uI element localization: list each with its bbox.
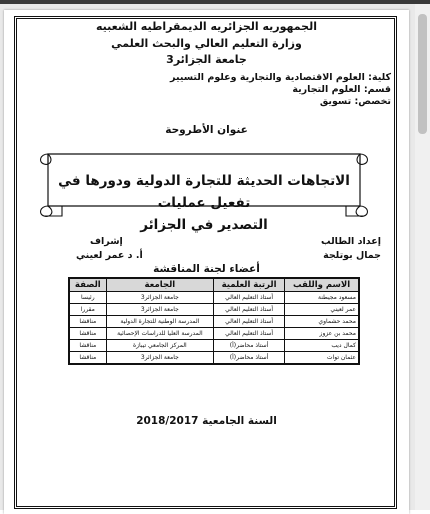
member-role: مقررا: [69, 304, 106, 316]
ministry-heading: وزارة التعليم العالي والبحث العلمي: [111, 37, 302, 50]
university-heading: جامعة الجزائر3: [166, 53, 247, 66]
header-university: الجامعة: [106, 278, 213, 292]
header-rank: الرتبة العلمية: [214, 278, 285, 292]
supervisor-name: أ. د عمر لعيني: [76, 250, 143, 261]
member-role: مناقشا: [69, 328, 106, 340]
table-row: [69, 316, 359, 328]
academic-year: السنة الجامعية 2018/2017: [136, 415, 277, 427]
table-row: [69, 352, 359, 365]
member-role: مناقشا: [69, 352, 106, 365]
committee-title: أعضاء لجنة المناقشة: [153, 263, 260, 275]
member-university: جامعة الجزائر3: [106, 292, 213, 304]
table-row: [69, 292, 359, 304]
member-name: عمر لعيني: [285, 304, 359, 316]
table-header-row: [69, 278, 359, 292]
table-row: [69, 340, 359, 352]
table-row: [69, 304, 359, 316]
department-line: قسم: العلوم التجارية: [292, 84, 391, 95]
header-role: الصفة: [69, 278, 106, 292]
table-row: [69, 328, 359, 340]
thesis-title-line-2: التصدير في الجزائر: [140, 217, 268, 233]
member-role: رئيسا: [69, 292, 106, 304]
header-name: الاسم واللقب: [285, 278, 359, 292]
document-page: [4, 10, 409, 514]
member-name: محمد حشماوي: [285, 316, 359, 328]
member-university: المدرسة العليا للدراسات الإحصائية: [106, 328, 213, 340]
student-name: جمال بوتلجة: [323, 250, 381, 261]
specialty-line: تخصص: تسويق: [319, 96, 391, 107]
vertical-scrollbar[interactable]: [415, 4, 430, 510]
member-rank: أستاذ التعليم العالي: [214, 328, 285, 340]
thesis-title-line-1: الاتجاهات الحديثة للتجارة الدولية ودورها في تفعيل عمليات: [58, 173, 350, 211]
supervisor-label: إشراف: [90, 236, 123, 247]
thesis-title-label: عنوان الأطروحة: [165, 124, 248, 136]
member-rank: أستاذ التعليم العالي: [214, 316, 285, 328]
member-rank: أستاذ محاضر(أ): [214, 352, 285, 365]
member-role: مناقشا: [69, 340, 106, 352]
member-rank: أستاذ التعليم العالي: [214, 304, 285, 316]
prepared-by-label: إعداد الطالب: [321, 236, 381, 247]
member-university: جامعة الجزائر3: [106, 352, 213, 365]
member-rank: أستاذ محاضر(أ): [214, 340, 285, 352]
member-name: كمال ديب: [285, 340, 359, 352]
scrollbar-thumb[interactable]: [418, 14, 427, 134]
member-university: جامعة الجزائر3: [106, 304, 213, 316]
member-name: عثمان توات: [285, 352, 359, 365]
member-name: محمد بن عزوز: [285, 328, 359, 340]
committee-table: [68, 277, 360, 365]
document-viewer: [0, 4, 430, 510]
republic-heading: الجمهوريه الجزائريه الديمقراطيه الشعبيه: [96, 20, 317, 33]
member-university: المركز الجامعي تيبازة: [106, 340, 213, 352]
faculty-line: كلية: العلوم الاقتصادية والتجارية وعلوم التسيير: [170, 72, 391, 83]
thesis-title: [36, 170, 372, 236]
member-rank: أستاذ التعليم العالي: [214, 292, 285, 304]
member-role: مناقشا: [69, 316, 106, 328]
member-name: مسعود مجيطنة: [285, 292, 359, 304]
member-university: المدرسة الوطنية للتجارة الدولية: [106, 316, 213, 328]
